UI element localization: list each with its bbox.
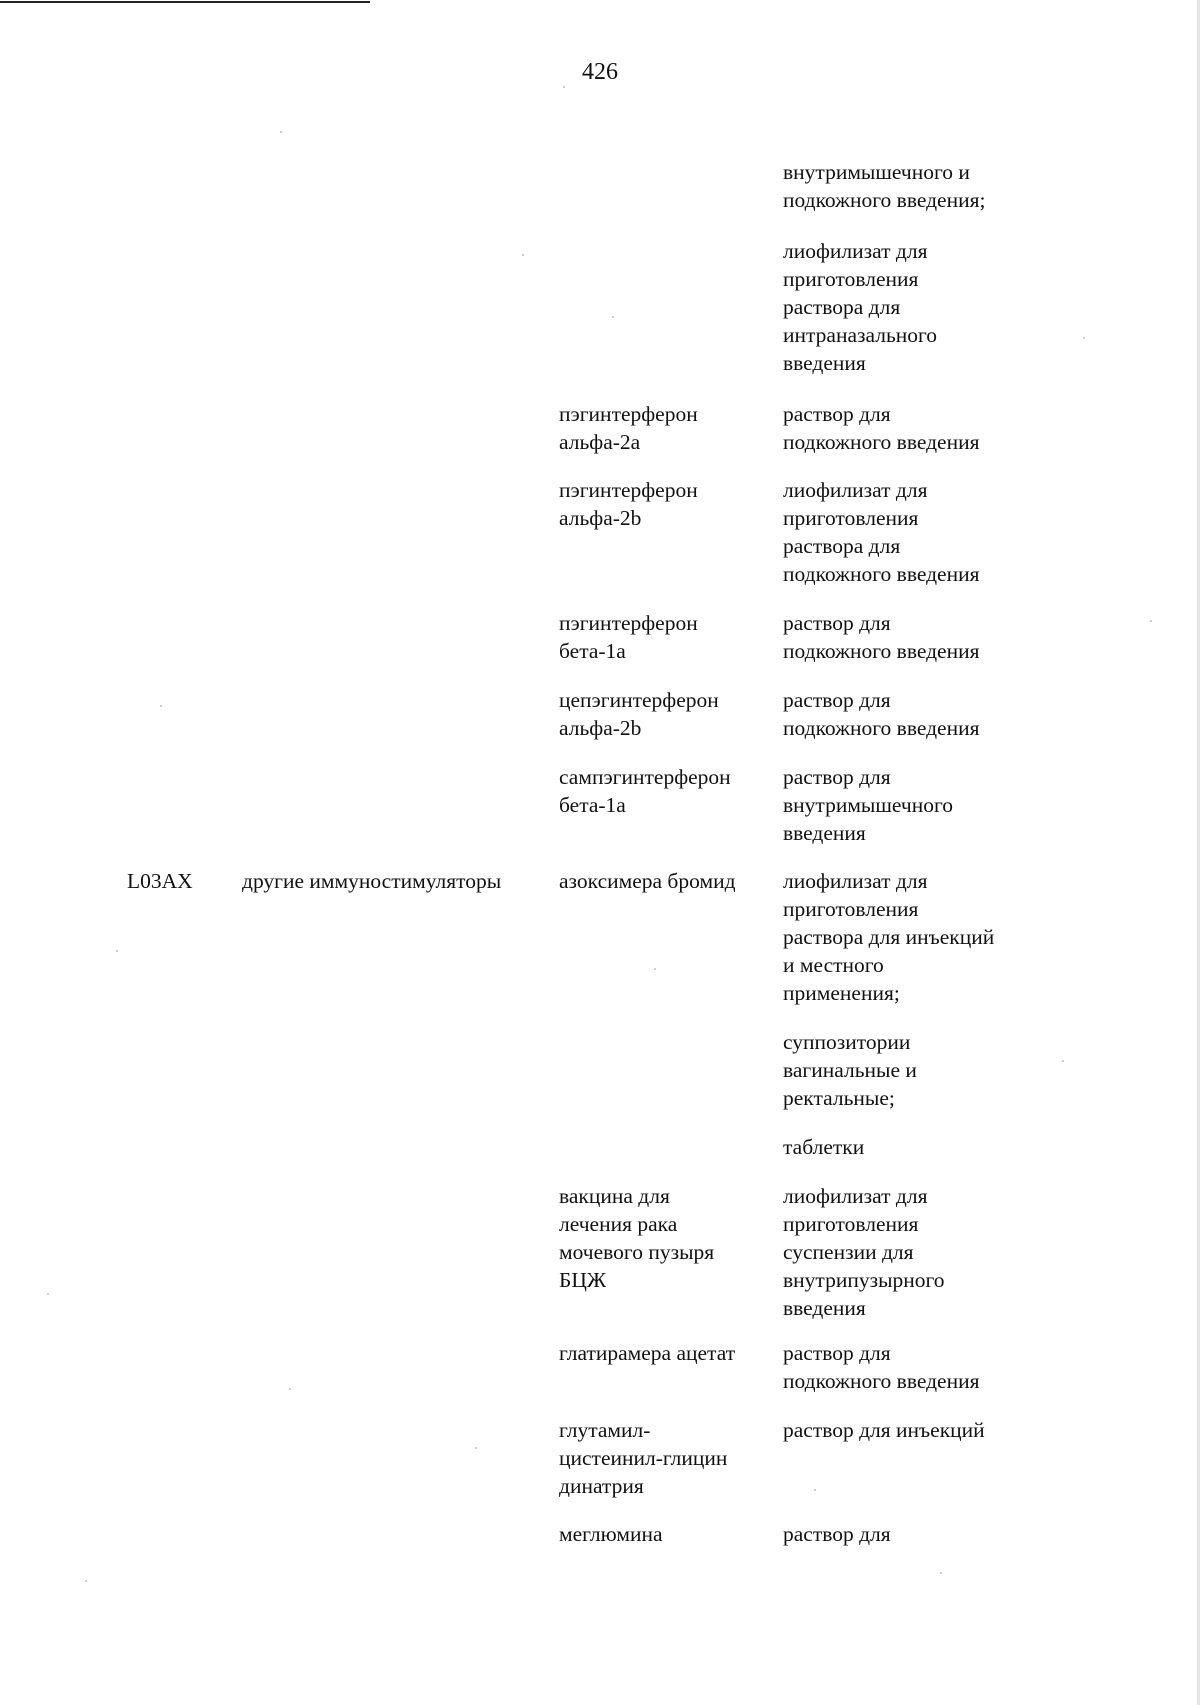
atc-code-cell: L03AX (127, 869, 193, 893)
drug-group-cell: другие иммуностимуляторы (242, 869, 502, 893)
page-number: 426 (582, 59, 618, 85)
scan-speck (47, 1293, 49, 1295)
dosage-form-cell: раствор для (783, 1522, 891, 1546)
drug-name-cell: азоксимера бромид (559, 869, 736, 893)
dosage-form-cell: лиофилизат для приготовления раствора для подкожного введения (783, 478, 980, 586)
dosage-form-cell: суппозитории вагинальные и ректальные; (783, 1030, 917, 1110)
dosage-form-cell: раствор для подкожного введения (783, 1341, 980, 1393)
dosage-form-cell: лиофилизат для приготовления раствора для инъекций и местного применения; (783, 869, 995, 1005)
drug-name-cell: вакцина для лечения рака мочевого пузыря БЦЖ (559, 1184, 715, 1292)
drug-name-cell: цепэгинтерферон альфа-2b (559, 688, 719, 740)
scan-speck (654, 968, 656, 970)
dosage-form-cell: таблетки (783, 1135, 865, 1159)
drug-name-cell: глатирамера ацетат (559, 1341, 736, 1365)
top-border-line (0, 1, 370, 3)
scan-speck (85, 1580, 87, 1582)
drug-name-cell: глутамил- цистеинил-глицин динатрия (559, 1418, 728, 1498)
scan-speck (814, 1489, 816, 1491)
scan-speck (289, 1388, 291, 1390)
scan-speck (563, 86, 565, 88)
scan-speck (522, 254, 524, 256)
scan-speck (612, 316, 614, 318)
dosage-form-cell: внутримышечного и подкожного введения; (783, 160, 986, 212)
drug-name-cell: меглюмина (559, 1522, 663, 1546)
scan-speck (940, 1572, 942, 1574)
scan-speck (1062, 1060, 1064, 1062)
dosage-form-cell: лиофилизат для приготовления раствора для интраназального введения (783, 239, 938, 375)
drug-name-cell: пэгинтерферон бета-1а (559, 611, 698, 663)
scan-speck (1150, 620, 1152, 622)
scan-speck (116, 950, 118, 952)
dosage-form-cell: лиофилизат для приготовления суспензии для внутрипузырного введения (783, 1184, 945, 1320)
dosage-form-cell: раствор для подкожного введения (783, 611, 980, 663)
drug-name-cell: сампэгинтерферон бета-1а (559, 765, 731, 817)
drug-name-cell: пэгинтерферон альфа-2а (559, 402, 698, 454)
scan-speck (1083, 337, 1085, 339)
scan-speck (475, 1447, 477, 1449)
dosage-form-cell: раствор для внутримышечного введения (783, 765, 954, 845)
dosage-form-cell: раствор для инъекций (783, 1418, 985, 1442)
scan-speck (280, 131, 282, 133)
drug-name-cell: пэгинтерферон альфа-2b (559, 478, 698, 530)
dosage-form-cell: раствор для подкожного введения (783, 402, 980, 454)
dosage-form-cell: раствор для подкожного введения (783, 688, 980, 740)
scan-speck (160, 705, 162, 707)
